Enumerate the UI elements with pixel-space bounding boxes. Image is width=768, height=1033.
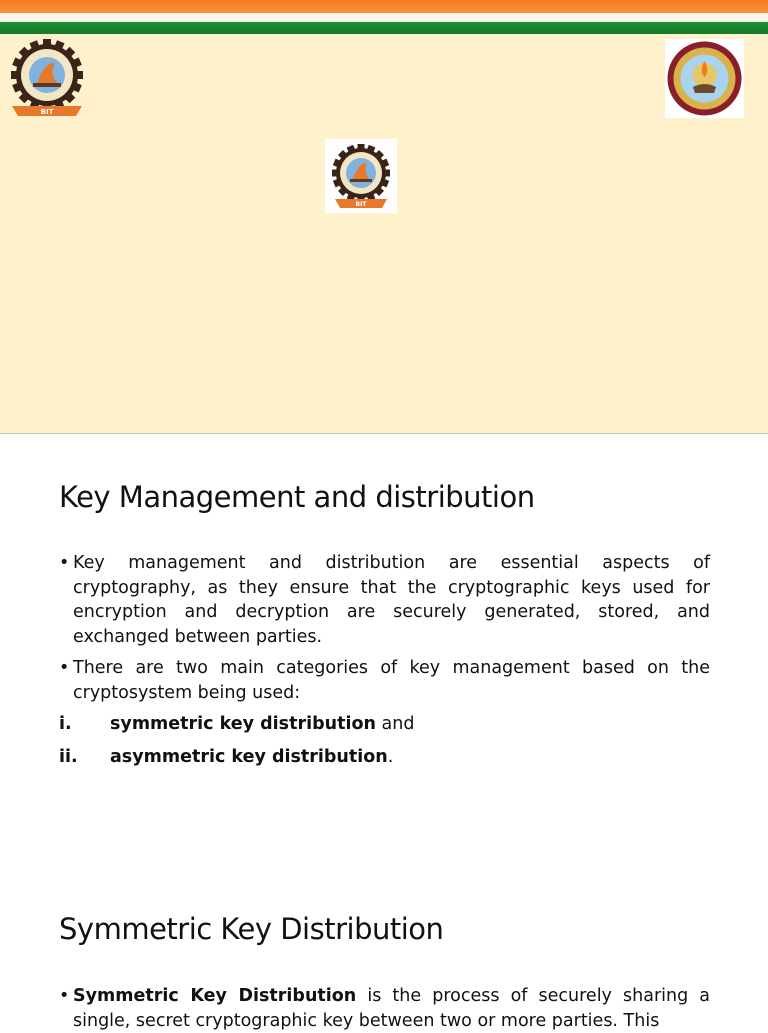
bullet-item: [59, 984, 710, 1033]
list-text: [110, 712, 414, 736]
flag-stripe-green: [0, 22, 768, 34]
bullet-item: [59, 551, 710, 649]
bullet-item: [59, 656, 710, 705]
flag-stripe-saffron: [0, 0, 768, 13]
bullet-icon: •: [59, 986, 70, 1006]
content-slide: [0, 434, 768, 1031]
list-number: ii.: [59, 747, 78, 767]
list-text-rest: .: [387, 747, 394, 767]
list-text-bold: asymmetric key distribution: [110, 747, 388, 767]
institute-emblem-icon: [325, 139, 397, 213]
section-title: Symmetric Key Distribution: [59, 912, 444, 946]
logo-ribbon-text: BIT: [355, 201, 367, 208]
logo-ribbon-text: BIT: [40, 108, 54, 116]
bullet-icon: •: [59, 553, 70, 573]
institute-emblem-icon: [4, 38, 90, 120]
list-number: i.: [59, 714, 72, 734]
list-text-rest: and: [375, 714, 415, 734]
institute-logo-left: [4, 38, 90, 120]
list-text-bold: symmetric key distribution: [110, 714, 376, 734]
bullet-text: [59, 984, 710, 1033]
bullet-text: There are two main categories of key management based on the cryptosystem being used:: [73, 658, 710, 703]
bullet-icon: •: [59, 658, 70, 678]
university-emblem-icon: [665, 39, 744, 118]
title-slide: [0, 0, 768, 434]
university-logo-right: [665, 39, 744, 118]
slide-title: Key Management and distribution: [59, 480, 535, 514]
bullet-text-bold: Symmetric Key Distribution: [73, 986, 357, 1006]
bullet-text-rest: is the process of securely sharing a single, secret cryptographic key between two or more parties. This: [73, 986, 711, 1031]
institute-logo-center: [325, 139, 397, 213]
list-text: [110, 745, 393, 769]
flag-stripe-white: [0, 13, 768, 22]
bullet-text: Key management and distribution are essential aspects of cryptography, as they ensure that the cryptographic keys used for encryption and decryption are securely generated, stored, and exchanged between parties.: [73, 553, 710, 647]
